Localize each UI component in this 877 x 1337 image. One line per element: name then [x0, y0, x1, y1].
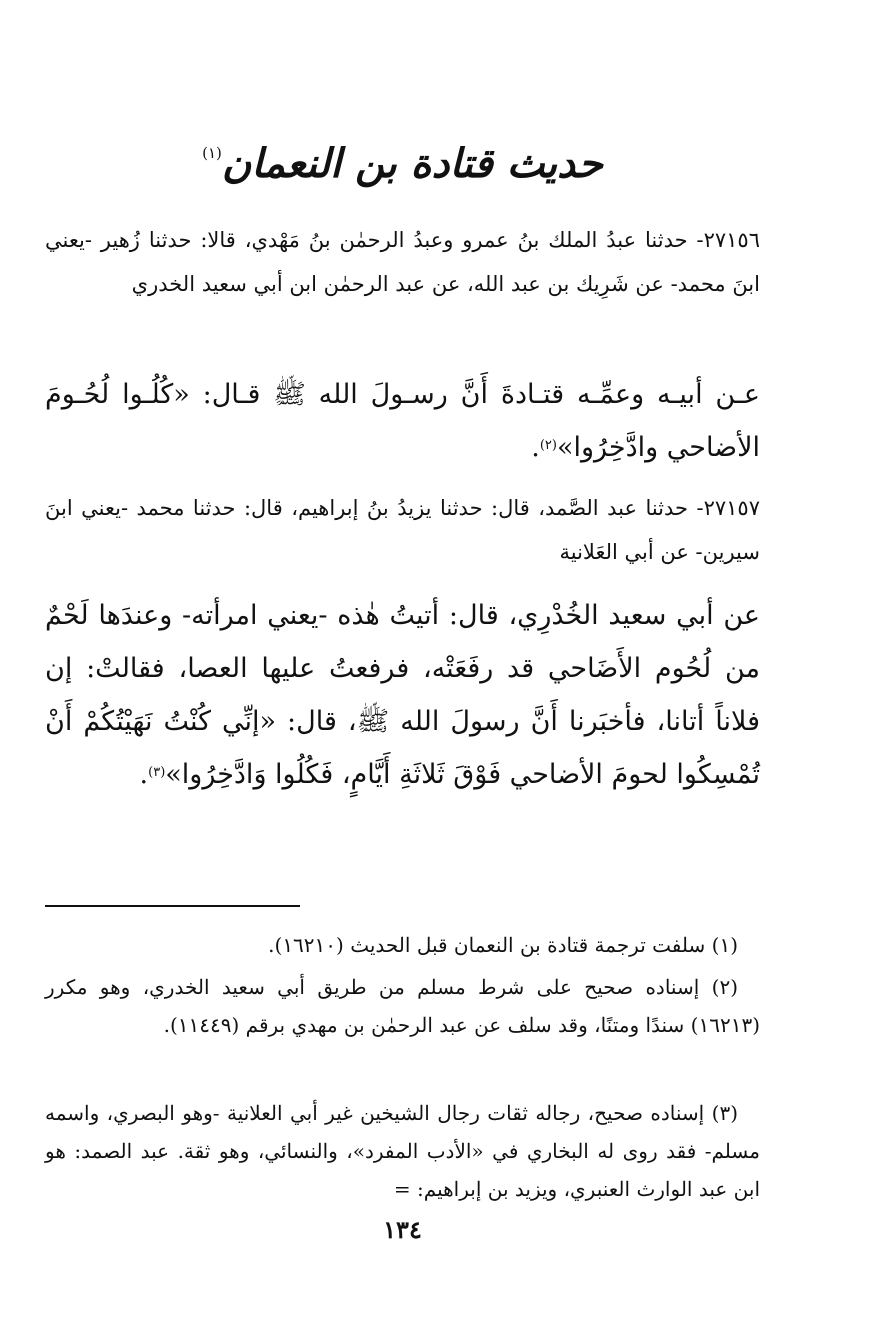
- footnote-3: (٣) إسناده صحيح، رجاله ثقات رجال الشيخين غير أبي العلانية -وهو البصري، واسمه مسلم- فقد روى له البخاري في «الأدب المفرد»، والنسائي، وهو ثقة. عبد الصمد: هو ابن عبد الوارث العنبري، ويزيد بن إبراهيم: =: [45, 1101, 760, 1201]
- hadith-27156-isnad: [45, 218, 760, 306]
- footnote-2: (٢) إسناده صحيح على شرط مسلم من طريق أبي سعيد الخدري، وهو مكرر (١٦٢١٣) سندًا ومتنًا، وقد سلف عن عبد الرحمٰن بن مهدي برقم (١١٤٤٩).: [45, 975, 760, 1037]
- footnote-ref: (٣): [148, 765, 166, 780]
- footnote-1: (١) سلفت ترجمة قتادة بن النعمان قبل الحديث (١٦٢١٠).: [268, 933, 738, 957]
- end-mark: .: [531, 432, 540, 463]
- hadith-27157-isnad: [45, 486, 760, 574]
- title-footnote-ref: (١): [202, 144, 222, 162]
- hadith-27157-matn: [45, 589, 760, 801]
- matn-text: عن أبي سعيد الخُدْرِي، قال: أتيتُ هٰذه -يعني امرأته- وعندَها لَحْمٌ من لُحُوم الأَضَاحي قد رفَعَتْه، فرفعتُ عليها العصا، فقالتْ: إن فلاناً أتانا، فأخبَرنا أَنَّ رسولَ الله ﷺ، قال: «إنِّي كُنْتُ نَهَيْتُكُمْ أَنْ تُمْسِكُوا لحومَ الأضاحي فَوْقَ ثَلاثَةِ أَيَّامٍ، فَكُلُوا وَادَّخِرُوا»: [45, 600, 760, 790]
- footnote-ref: (٢): [539, 438, 557, 453]
- hadith-27156-matn: [45, 368, 760, 474]
- footnote-divider: [45, 905, 300, 907]
- end-mark: .: [139, 759, 149, 790]
- document-page: [45, 0, 760, 1337]
- title-text: حديث قتادة بن النعمان: [221, 140, 603, 187]
- matn-text: عـن أبيـه وعمِّـه قتـادةَ أَنَّ رسـولَ الله ﷺ قـال: «كُلُـوا لُحُـومَ الأضاحي وادَّخِرُوا»: [45, 379, 760, 463]
- page-number: ١٣٤: [383, 1215, 422, 1244]
- isnad-text: ٢٧١٥٦- حدثنا عبدُ الملك بنُ عمرو وعبدُ الرحمٰن بنُ مَهْدي، قالا: حدثنا زُهير -يعني ابنَ محمد- عن شَرِيك بن عبد الله، عن عبد الرحمٰن ابن أبي سعيد الخدري: [45, 228, 760, 296]
- page-title: [45, 140, 760, 188]
- isnad-text: ٢٧١٥٧- حدثنا عبد الصَّمد، قال: حدثنا يزيدُ بنُ إبراهيم، قال: حدثنا محمد -يعني ابنَ سيرين- عن أبي العَلانية: [45, 496, 760, 564]
